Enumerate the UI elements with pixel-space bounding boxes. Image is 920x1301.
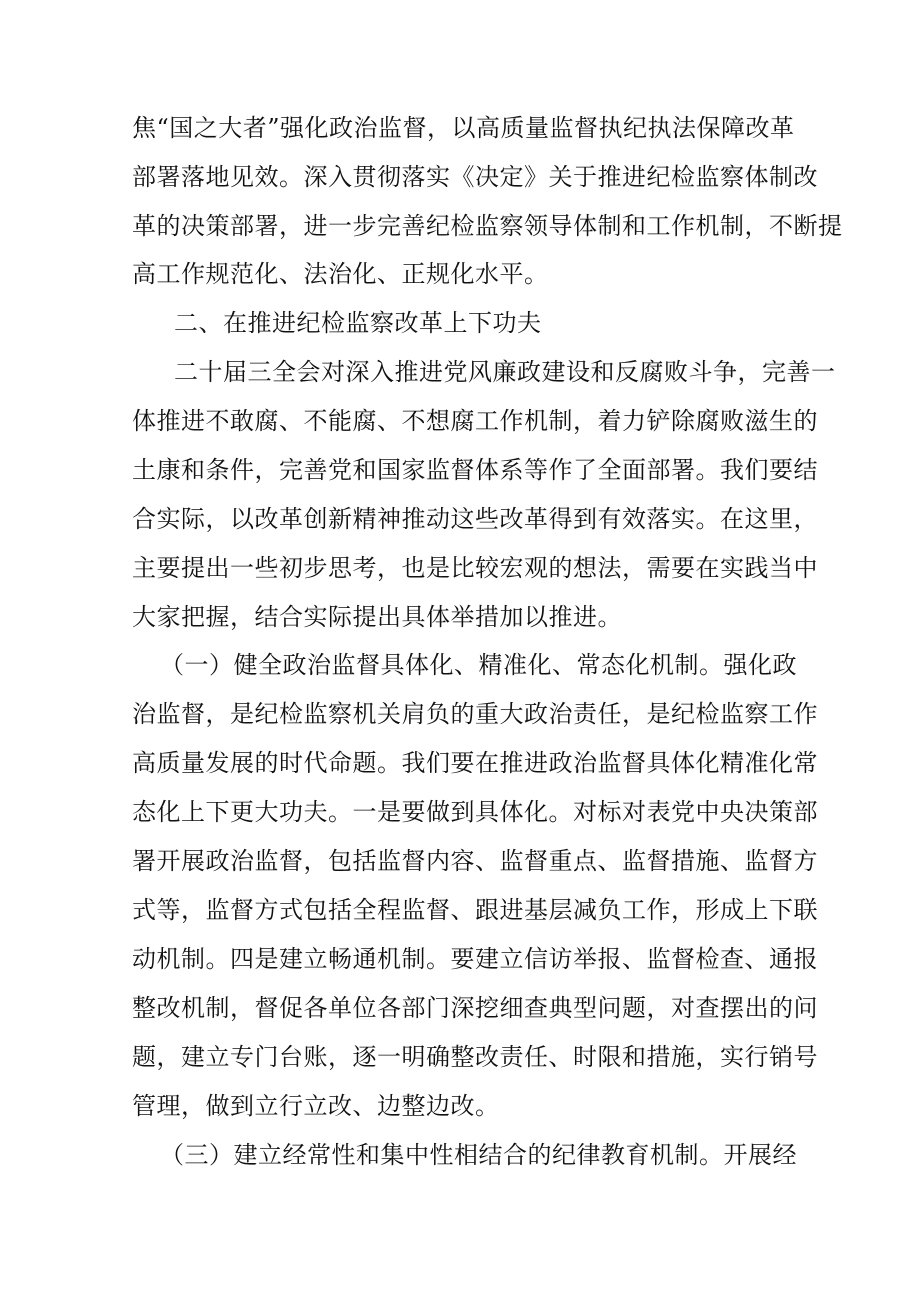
text-line: 动机制。四是建立畅通机制。要建立信访举报、监督检查、通报 [132, 945, 818, 973]
text-line: 二十届三全会对深入推进党风廉政建设和反腐败斗争，完善一 [174, 358, 836, 386]
text-line: 革的决策部署，进一步完善纪检监察领导体制和工作机制，不断提 [132, 212, 843, 240]
text-line: 高质量发展的时代命题。我们要在推进政治监督具体化精准化常 [132, 749, 818, 777]
text-line: （一）健全政治监督具体化、精准化、常态化机制。强化政 [160, 651, 797, 679]
text-line: 部署落地见效。深入贯彻落实《决定》关于推进纪检监察体制改 [132, 163, 818, 191]
text-line: 题，建立专门台账，逐一明确整改责任、时限和措施，实行销号 [132, 1043, 818, 1071]
text-line: 主要提出一些初步思考，也是比较宏观的想法，需要在实践当中 [132, 554, 818, 582]
text-line: 土康和条件，完善党和国家监督体系等作了全面部署。我们要结 [132, 456, 818, 484]
text-line: 治监督，是纪检监察机关肩负的重大政治责任，是纪检监察工作 [132, 700, 818, 728]
text-line: 高工作规范化、法治化、正规化水平。 [132, 260, 549, 288]
text-line: 式等，监督方式包括全程监督、跟进基层减负工作，形成上下联 [132, 896, 818, 924]
text-line: 大家把握，结合实际提出具体举措加以推进。 [132, 603, 622, 631]
text-line: 署开展政治监督，包括监督内容、监督重点、监督措施、监督方 [132, 847, 818, 875]
section-heading: 二、在推进纪检监察改革上下功夫 [174, 309, 542, 337]
text-line: 态化上下更大功夫。一是要做到具体化。对标对表党中央决策部 [132, 798, 818, 826]
text-line: 焦“国之大者”强化政治监督，以高质量监督执纪执法保障改革 [132, 114, 795, 142]
text-line: （三）建立经常性和集中性相结合的纪律教育机制。开展经 [160, 1141, 797, 1169]
text-line: 管理，做到立行立改、边整边改。 [132, 1092, 500, 1120]
text-line: 体推进不敢腐、不能腐、不想腐工作机制，着力铲除腐败滋生的 [132, 407, 818, 435]
text-line: 整改机制，督促各单位各部门深挖细查典型问题，对查摆出的问 [132, 994, 818, 1022]
text-line: 合实际，以改革创新精神推动这些改革得到有效落实。在这里， [132, 505, 818, 533]
